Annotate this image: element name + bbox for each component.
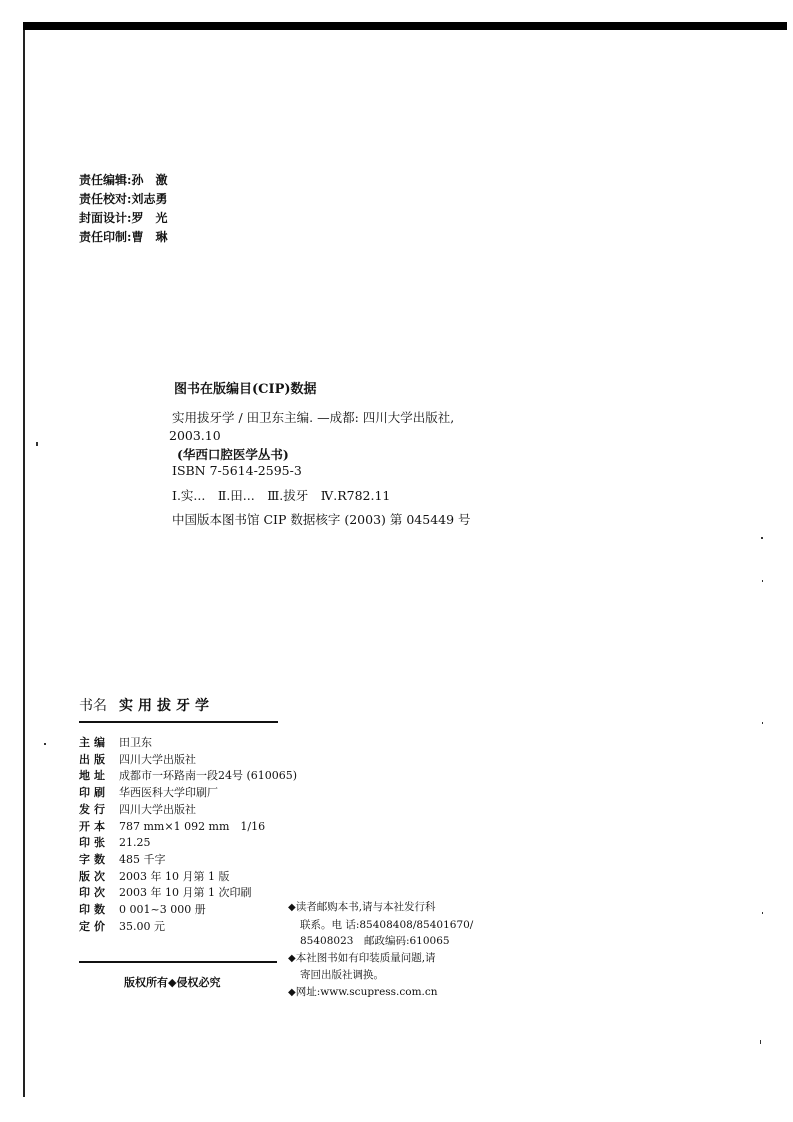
note-postcode: 85408023 邮政编码:610065 [300,935,450,947]
diamond-bullet-icon: ◆ [288,902,296,913]
scan-left-border [23,30,25,1097]
info-row-publisher: 出版 四川大学出版社 [79,752,196,766]
scan-speck [44,743,46,745]
scan-top-border [23,22,787,30]
info-row-edition: 版次 2003 年 10 月第 1 版 [79,869,230,883]
info-row-price: 定价 35.00 元 [79,919,165,933]
info-divider [79,961,277,963]
note-website: ◆网址:www.scupress.com.cn [288,985,438,998]
copyright-notice: 版权所有◆侵权必究 [124,976,221,989]
info-row-printing: 印次 2003 年 10 月第 1 次印刷 [79,886,252,900]
scan-speck [761,537,763,539]
title-divider [79,721,278,723]
diamond-bullet-icon: ◆ [288,986,296,998]
credit-cover-designer: 封面设计:罗 光 [79,211,168,225]
scan-speck [762,722,763,724]
cip-classification: Ⅰ.实... Ⅱ.田... Ⅲ.拔牙 Ⅳ.R782.11 [172,488,391,503]
note-quality: ◆本社图书如有印装质量问题,请 [288,951,436,964]
credit-proofreader: 责任校对:刘志勇 [79,192,168,206]
cip-title: 图书在版编目(CIP)数据 [174,382,317,397]
scan-speck [760,1040,761,1044]
scan-speck [36,442,38,446]
info-row-format: 开本 787 mm×1 092 mm 1/16 [79,819,266,833]
info-row-word-count: 字数 485 千字 [79,852,166,866]
scan-speck [762,912,763,914]
cip-main-entry: 实用拔牙学 / 田卫东主编. —成都: 四川大学出版社, [172,410,455,425]
info-row-distributor: 发行 四川大学出版社 [79,802,196,816]
credit-editor: 责任编辑:孙 激 [79,173,168,187]
info-row-address: 地址 成都市一环路南一段24号 (610065) [79,769,298,783]
cip-isbn: ISBN 7-5614-2595-3 [172,463,302,478]
cip-record-number: 中国版本图书馆 CIP 数据核字 (2003) 第 045449 号 [172,512,471,527]
cip-date: 2003.10 [169,428,221,443]
staff-credits [79,171,167,247]
cip-series: (华西口腔医学丛书) [177,447,289,462]
scan-speck [762,580,763,582]
note-phone: 联系。电 话:85408408/85401670/ [300,918,474,931]
reader-notes [288,899,473,1001]
credit-printing: 责任印制:曹 琳 [79,230,168,244]
diamond-bullet-icon: ◆ [288,952,296,964]
info-row-print-run: 印数 0 001~3 000 册 [79,903,206,917]
info-row-editor: 主编 田卫东 [79,736,152,749]
note-quality-cont: 寄回出版社调换。 [300,969,384,981]
book-info-table [79,735,297,935]
book-title: 书名 实用拔牙学 [79,698,214,714]
note-mail-order: ◆读者邮购本书,请与本社发行科 [288,901,436,913]
info-row-printer: 印刷 华西医科大学印刷厂 [79,786,218,800]
info-row-sheets: 印张 21.25 [79,836,151,850]
